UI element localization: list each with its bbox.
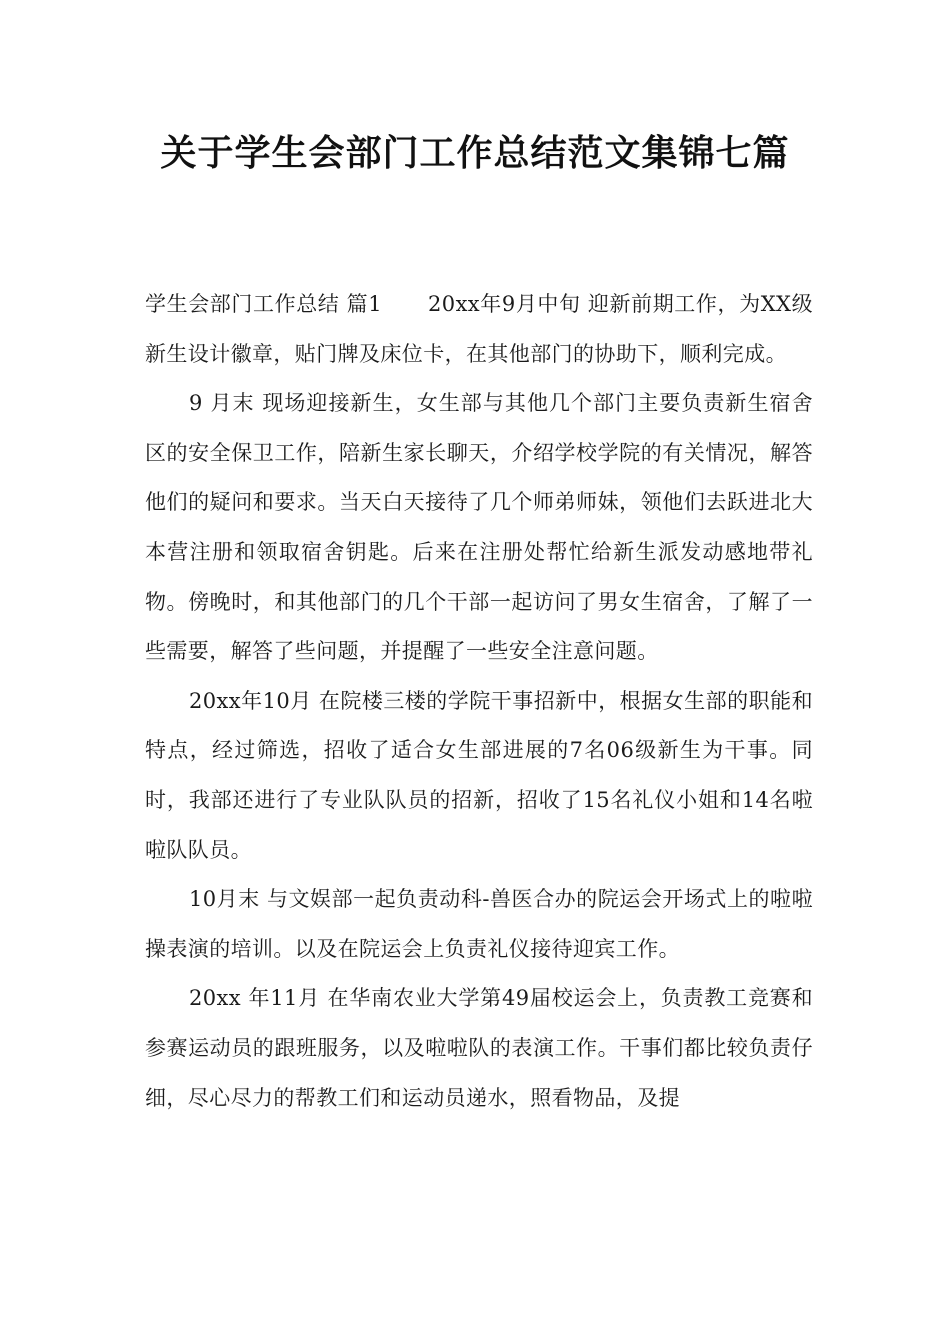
paragraph-1 — [145, 280, 813, 379]
paragraph-2: 9 月末 现场迎接新生，女生部与其他几个部门主要负责新生宿舍区的安全保卫工作，陪新生家长聊天，介绍学校学院的有关情况，解答他们的疑问和要求。当天白天接待了几个师弟师妹，领他们去跃进北大本营注册和领取宿舍钥匙。后来在注册处帮忙给新生派发动感地带礼物。傍晚时，和其他部门的几个干部一起访问了男女生宿舍，了解了一些需要，解答了些问题，并提醒了一些安全注意问题。 — [145, 391, 813, 664]
section-heading: 学生会部门工作总结 篇1 — [145, 292, 383, 316]
paragraph-5: 20xx 年11月 在华南农业大学第49届校运会上，负责教工竞赛和参赛运动员的跟班服务，以及啦啦队的表演工作。干事们都比较负责仔细，尽心尽力的帮教工们和运动员递水，照看物品，及提 — [145, 986, 813, 1110]
paragraph-1-text: 20xx年9月中旬 迎新前期工作，为XX级新生设计徽章，贴门牌及床位卡，在其他部门的协助下，顺利完成。 — [145, 292, 813, 366]
document-title: 关于学生会部门工作总结范文集锦七篇 — [160, 133, 790, 174]
paragraph-4: 10月末 与文娱部一起负责动科-兽医合办的院运会开场式上的啦啦操表演的培训。以及在院运会上负责礼仪接待迎宾工作。 — [145, 887, 813, 961]
document-body — [145, 280, 813, 1123]
paragraph-3: 20xx年10月 在院楼三楼的学院干事招新中，根据女生部的职能和特点，经过筛选，招收了适合女生部进展的7名06级新生为干事。同时，我部还进行了专业队队员的招新，招收了15名礼仪小姐和14名啦啦队队员。 — [145, 688, 813, 862]
